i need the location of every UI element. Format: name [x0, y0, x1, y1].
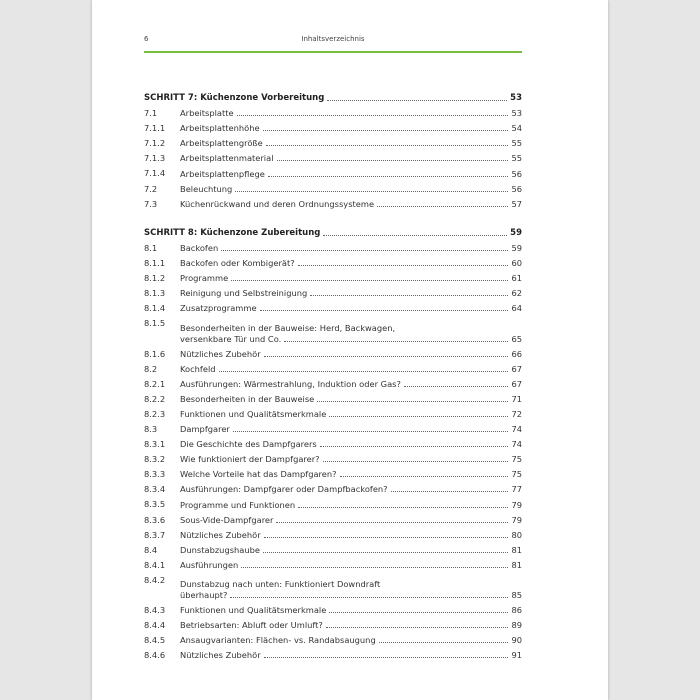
- toc-entry-row: [144, 465, 522, 480]
- header-rule: [144, 51, 522, 53]
- toc-entry-content: [180, 394, 522, 405]
- toc-entry-content: [180, 454, 522, 465]
- entry-number: 8.1.4: [144, 303, 166, 314]
- entry-number: 8.1.5: [144, 318, 166, 329]
- entry-number: 8.4.2: [144, 574, 166, 585]
- entry-title: Dampfgarer: [180, 424, 230, 435]
- entry-page-number: 62: [511, 288, 522, 299]
- entry-number: 7.2: [144, 183, 158, 194]
- toc-entry-content: [180, 349, 522, 360]
- entry-page-number: 72: [511, 408, 522, 419]
- toc-entry-row: [144, 450, 522, 465]
- dot-leader: [268, 176, 509, 177]
- entry-number: 8.1.2: [144, 273, 166, 284]
- entry-title: Wie funktioniert der Dampfgarer?: [180, 454, 320, 465]
- entry-title: Nützliches Zubehör: [180, 529, 261, 540]
- entry-title: Arbeitsplattenmaterial: [180, 153, 274, 164]
- dot-leader: [237, 115, 509, 116]
- dot-leader: [329, 416, 508, 417]
- dot-leader: [264, 537, 509, 538]
- dot-leader: [276, 522, 508, 523]
- entry-number: 8.4.5: [144, 635, 166, 646]
- toc-entry-row: [144, 571, 522, 601]
- toc-entry-content: [180, 530, 522, 541]
- entry-page-number: 53: [511, 108, 522, 119]
- toc-entry-content: [180, 288, 522, 299]
- entry-page-number: 77: [511, 484, 522, 495]
- toc-entry-row: [144, 390, 522, 405]
- toc-entry-content: [144, 228, 522, 239]
- entry-number: 8.2.2: [144, 393, 166, 404]
- toc-entry-content: [180, 484, 522, 495]
- dot-leader: [310, 295, 508, 296]
- entry-page-number: 81: [511, 544, 522, 555]
- entry-title: Die Geschichte des Dampfgarers: [180, 439, 317, 450]
- entry-number: 7.1.1: [144, 123, 166, 134]
- entry-number: 8.3.7: [144, 529, 166, 540]
- document-page: [92, 0, 608, 700]
- table-of-contents: [144, 89, 522, 661]
- dot-leader: [263, 552, 508, 553]
- entry-title: Programme: [180, 273, 229, 284]
- dot-leader: [298, 507, 508, 508]
- toc-entry-row: [144, 269, 522, 284]
- entry-title: Backofen oder Kombigerät?: [180, 258, 295, 269]
- entry-page-number: 55: [511, 138, 522, 149]
- entry-title: Zusatzprogramme: [180, 303, 257, 314]
- entry-page-number: 64: [511, 303, 522, 314]
- entry-page-number: 74: [511, 439, 522, 450]
- entry-page-number: 65: [511, 333, 522, 344]
- entry-number: 8.3: [144, 423, 158, 434]
- entry-number: 7.1.2: [144, 138, 166, 149]
- toc-entry-content: [180, 123, 522, 134]
- toc-entry-content: [180, 108, 522, 119]
- toc-entry-content: [180, 153, 522, 164]
- entry-title: Nützliches Zubehör: [180, 348, 261, 359]
- toc-entry-content: [180, 379, 522, 390]
- dot-leader: [327, 100, 507, 101]
- toc-entry-content: [180, 258, 522, 269]
- entry-title: Betriebsarten: Abluft oder Umluft?: [180, 620, 323, 631]
- toc-entry-content: [180, 579, 522, 601]
- toc-entry-content: [180, 138, 522, 149]
- toc-entry-row: [144, 556, 522, 571]
- toc-entry-row: [144, 239, 522, 254]
- entry-page-number: 89: [511, 620, 522, 631]
- entry-page-number: 60: [511, 258, 522, 269]
- entry-title: Ausführungen: [180, 559, 239, 570]
- entry-number: 8.1.3: [144, 288, 166, 299]
- toc-entry-row: [144, 480, 522, 495]
- dot-leader: [320, 446, 509, 447]
- entry-number: 8.2.1: [144, 378, 166, 389]
- entry-page-number: 80: [511, 529, 522, 540]
- chapter-page-number: 53: [510, 93, 522, 104]
- dot-leader: [298, 265, 509, 266]
- toc-entry-row: [144, 299, 522, 314]
- toc-entry-content: [180, 650, 522, 661]
- toc-entry-row: [144, 149, 522, 164]
- toc-entry-content: [180, 184, 522, 195]
- entry-title: Reinigung und Selbstreinigung: [180, 288, 308, 299]
- entry-title-line2: überhaupt?: [180, 590, 228, 601]
- dot-leader: [391, 491, 509, 492]
- entry-number: 8.2: [144, 363, 158, 374]
- toc-entry-content: [180, 273, 522, 284]
- dot-leader: [235, 191, 508, 192]
- entry-number: 7.3: [144, 198, 158, 209]
- entry-title: Ausführungen: Wärmestrahlung, Induktion oder Gas?: [180, 378, 401, 389]
- entry-title-line2: versenkbare Tür und Co.: [180, 333, 282, 344]
- entry-page-number: 86: [511, 605, 522, 616]
- entry-title: Besonderheiten in der Bauweise: Herd, Backwagen,: [180, 322, 396, 333]
- dot-leader: [264, 657, 509, 658]
- toc-chapter-row: [144, 89, 522, 104]
- toc-entry-row: [144, 164, 522, 179]
- entry-title: Funktionen und Qualitätsmerkmale: [180, 605, 327, 616]
- toc-entry-row: [144, 495, 522, 510]
- dot-leader: [404, 386, 509, 387]
- entry-page-number: 75: [511, 454, 522, 465]
- dot-leader: [323, 461, 509, 462]
- entry-number: 8.3.3: [144, 469, 166, 480]
- entry-title: Arbeitsplattengröße: [180, 138, 263, 149]
- toc-entry-row: [144, 360, 522, 375]
- entry-number: 8.1.1: [144, 257, 166, 268]
- entry-title: Backofen: [180, 242, 219, 253]
- entry-number: 8.2.3: [144, 408, 166, 419]
- toc-entry-content: [180, 560, 522, 571]
- toc-entry-row: [144, 104, 522, 119]
- toc-entry-row: [144, 195, 522, 210]
- entry-number: 8.4.4: [144, 620, 166, 631]
- entry-number: 8.4.6: [144, 650, 166, 661]
- toc-entry-content: [180, 635, 522, 646]
- entry-page-number: 66: [511, 348, 522, 359]
- toc-entry-row: [144, 375, 522, 390]
- entry-page-number: 55: [511, 153, 522, 164]
- entry-page-number: 67: [511, 378, 522, 389]
- toc-entry-content: [180, 364, 522, 375]
- entry-page-number: 59: [511, 242, 522, 253]
- toc-entry-row: [144, 601, 522, 616]
- dot-leader: [231, 280, 508, 281]
- running-title: Inhaltsverzeichnis: [301, 35, 365, 43]
- entry-title: Kochfeld: [180, 363, 216, 374]
- entry-number: 8.3.1: [144, 439, 166, 450]
- entry-title: Funktionen und Qualitätsmerkmale: [180, 408, 327, 419]
- entry-title: Arbeitsplattenhöhe: [180, 123, 260, 134]
- toc-entry-row: [144, 345, 522, 360]
- dot-leader: [219, 371, 509, 372]
- entry-page-number: 90: [511, 635, 522, 646]
- entry-title: Küchenrückwand und deren Ordnungssysteme: [180, 198, 375, 209]
- toc-entry-row: [144, 180, 522, 195]
- entry-title-continued: [180, 590, 522, 601]
- toc-entry-content: [180, 620, 522, 631]
- toc-entry-content: [180, 409, 522, 420]
- dot-leader: [266, 145, 509, 146]
- dot-leader: [260, 310, 509, 311]
- entry-page-number: 79: [511, 499, 522, 510]
- dot-leader: [329, 612, 508, 613]
- toc-entry-row: [144, 616, 522, 631]
- entry-page-number: 54: [511, 123, 522, 134]
- entry-page-number: 79: [511, 514, 522, 525]
- chapter-title: SCHRITT 8: Küchenzone Zubereitung: [144, 227, 321, 238]
- entry-number: 8.1.6: [144, 348, 166, 359]
- toc-entry-content: [180, 303, 522, 314]
- entry-title-continued: [180, 334, 522, 345]
- chapter-title: SCHRITT 7: Küchenzone Vorbereitung: [144, 93, 325, 104]
- entry-number: 8.3.5: [144, 499, 166, 510]
- entry-page-number: 67: [511, 363, 522, 374]
- entry-number: 8.3.4: [144, 484, 166, 495]
- toc-entry-content: [180, 469, 522, 480]
- entry-title: Besonderheiten in der Bauweise: [180, 393, 315, 404]
- toc-entry-content: [180, 169, 522, 180]
- entry-number: 8.4.1: [144, 559, 166, 570]
- entry-page-number: 91: [511, 650, 522, 661]
- entry-number: 8.4: [144, 544, 158, 555]
- toc-entry-content: [180, 243, 522, 254]
- toc-entry-content: [180, 545, 522, 556]
- toc-entry-row: [144, 284, 522, 299]
- page-number: 6: [144, 35, 149, 43]
- toc-entry-row: [144, 631, 522, 646]
- toc-entry-row: [144, 526, 522, 541]
- toc-entry-row: [144, 646, 522, 661]
- dot-leader: [263, 130, 509, 131]
- entry-title: Ansaugvarianten: Flächen- vs. Randabsaugung: [180, 635, 376, 646]
- entry-page-number: 56: [511, 168, 522, 179]
- entry-number: 8.3.2: [144, 454, 166, 465]
- entry-page-number: 81: [511, 559, 522, 570]
- entry-title: Arbeitsplatte: [180, 108, 234, 119]
- entry-title: Dunstabzugshaube: [180, 544, 261, 555]
- toc-entry-content: [144, 93, 522, 104]
- dot-leader: [323, 235, 507, 236]
- entry-number: 8.3.6: [144, 514, 166, 525]
- toc-entry-row: [144, 314, 522, 344]
- dot-leader: [233, 431, 509, 432]
- toc-entry-content: [180, 323, 522, 345]
- entry-page-number: 75: [511, 469, 522, 480]
- entry-title: Nützliches Zubehör: [180, 650, 261, 661]
- entry-title: Ausführungen: Dampfgarer oder Dampfbackofen?: [180, 484, 388, 495]
- entry-number: 7.1: [144, 108, 158, 119]
- toc-entry-content: [180, 439, 522, 450]
- dot-leader: [230, 597, 508, 598]
- entry-number: 8.1: [144, 242, 158, 253]
- entry-title: Dunstabzug nach unten: Funktioniert Downdraft: [180, 579, 381, 590]
- toc-entry-content: [180, 424, 522, 435]
- dot-leader: [317, 401, 508, 402]
- entry-title: Arbeitsplattenpflege: [180, 168, 265, 179]
- dot-leader: [326, 627, 509, 628]
- dot-leader: [241, 567, 508, 568]
- entry-number: 7.1.3: [144, 153, 166, 164]
- entry-page-number: 57: [511, 198, 522, 209]
- entry-page-number: 85: [511, 590, 522, 601]
- toc-entry-row: [144, 405, 522, 420]
- toc-entry-row: [144, 119, 522, 134]
- dot-leader: [379, 642, 509, 643]
- toc-entry-row: [144, 420, 522, 435]
- toc-entry-row: [144, 541, 522, 556]
- dot-leader: [340, 476, 509, 477]
- chapter-page-number: 59: [510, 227, 522, 238]
- entry-page-number: 61: [511, 273, 522, 284]
- entry-title: Sous-Vide-Dampfgarer: [180, 514, 274, 525]
- toc-entry-row: [144, 435, 522, 450]
- toc-entry-row: [144, 511, 522, 526]
- entry-title: Programme und Funktionen: [180, 499, 296, 510]
- toc-entry-row: [144, 134, 522, 149]
- page-header: [144, 35, 522, 51]
- toc-entry-content: [180, 199, 522, 210]
- entry-number: 7.1.4: [144, 168, 166, 179]
- dot-leader: [221, 250, 508, 251]
- dot-leader: [377, 206, 508, 207]
- entry-title: Welche Vorteile hat das Dampfgaren?: [180, 469, 337, 480]
- dot-leader: [264, 356, 509, 357]
- entry-number: 8.4.3: [144, 605, 166, 616]
- dot-leader: [284, 341, 508, 342]
- toc-entry-content: [180, 500, 522, 511]
- dot-leader: [277, 160, 509, 161]
- entry-page-number: 74: [511, 424, 522, 435]
- toc-entry-content: [180, 605, 522, 616]
- entry-page-number: 56: [511, 183, 522, 194]
- entry-page-number: 71: [511, 393, 522, 404]
- entry-title: Beleuchtung: [180, 183, 233, 194]
- toc-entry-content: [180, 515, 522, 526]
- toc-entry-row: [144, 254, 522, 269]
- toc-chapter-row: [144, 224, 522, 239]
